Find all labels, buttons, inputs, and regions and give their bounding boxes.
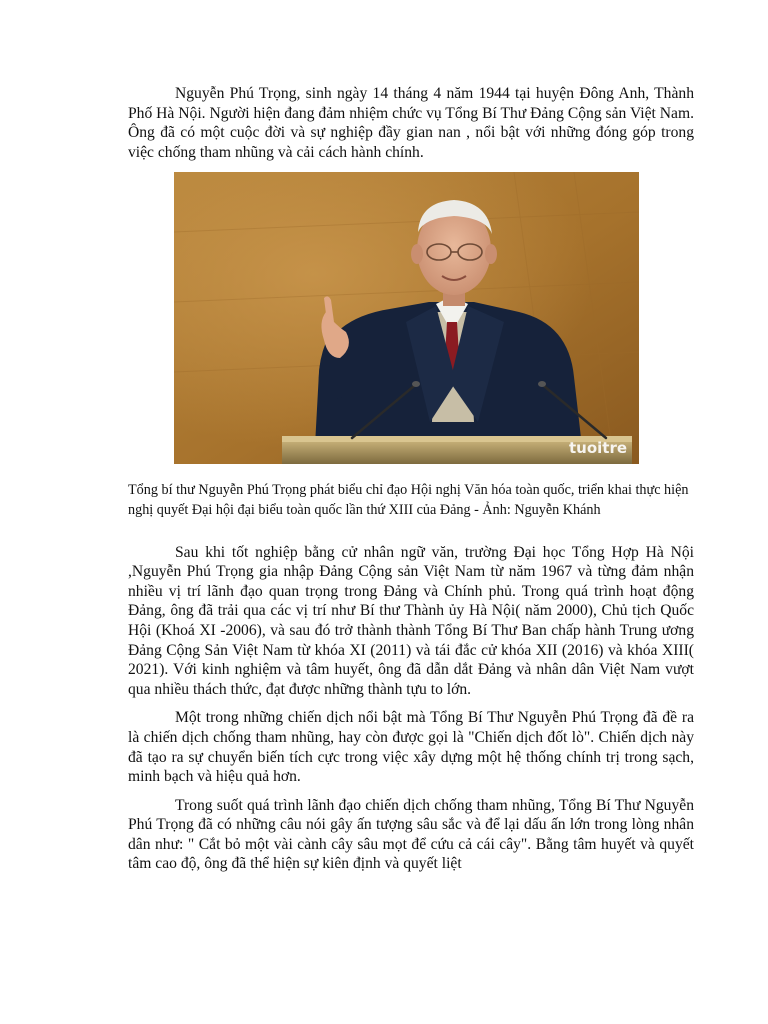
- photo-caption: Tổng bí thư Nguyễn Phú Trọng phát biểu chỉ đạo Hội nghị Văn hóa toàn quốc, triển khai thực hiện nghị quyết Đại hội đại biểu toàn quốc lần thứ XIII của Đảng - Ảnh: Nguyễn Khánh: [128, 482, 689, 518]
- photo-watermark: tuoitre: [569, 439, 628, 458]
- paragraph-anti-corruption-campaign: Một trong những chiến dịch nổi bật mà Tổng Bí Thư Nguyễn Phú Trọng đã đề ra là chiến dịch chống tham nhũng, hay còn được gọi là "Chiến dịch đốt lò". Chiến dịch này đã tạo ra sự chuyển biến tích cực trong việc xây dựng một hệ thống chính trị trong sạch, minh bạch và hiệu quả hơn.: [128, 709, 694, 786]
- portrait-photo: [174, 172, 639, 464]
- paragraph-quotes: Trong suốt quá trình lãnh đạo chiến dịch chống tham nhũng, Tổng Bí Thư Nguyễn Phú Trọng đã có những câu nói gây ấn tượng sâu sắc và để lại dấu ấn lớn trong lòng nhân dân như: " Cắt bỏ một vài cành cây sâu mọt để cứu cả cái cây". Bằng tâm huyết và quyết tâm cao độ, ông đã thể hiện sự kiên định và quyết liệt: [128, 796, 694, 873]
- photo-illustration: [174, 172, 639, 464]
- paragraph-intro: Nguyễn Phú Trọng, sinh ngày 14 tháng 4 năm 1944 tại huyện Đông Anh, Thành Phố Hà Nội. Người hiện đang đảm nhiệm chức vụ Tổng Bí Thư Đảng Cộng sản Việt Nam. Ông đã có một cuộc đời và sự nghiệp đầy gian nan , nổi bật với những đóng góp trong việc chống tham nhũng và cải cách hành chính.: [128, 85, 694, 161]
- paragraph-career: Sau khi tốt nghiệp bằng cử nhân ngữ văn, trường Đại học Tổng Hợp Hà Nội ,Nguyễn Phú Trọng gia nhập Đảng Cộng sản Việt Nam từ năm 1967 và từng đảm nhận nhiều vị trí lãnh đạo quan trọng trong Đảng và Chính phủ. Trong quá trình hoạt động Đảng, ông đã trải qua các vị trí như Bí thư Thành ủy Hà Nội( năm 2000), Chủ tịch Quốc Hội (Khoá XI -2006), và sau đó trở thành thành Tổng Bí Thư Ban chấp hành Trung ương Đảng Cộng Sản Việt Nam từ khóa XI (2011) và tái đắc cử khóa XII (2016) và khóa XIII( 2021). Với kinh nghiệm và tâm huyết, ông đã dẫn dắt Đảng và nhân dân Việt Nam vượt qua nhiều thách thức, đạt được những thành tựu to lớn.: [128, 543, 694, 698]
- document-page: [128, 84, 694, 874]
